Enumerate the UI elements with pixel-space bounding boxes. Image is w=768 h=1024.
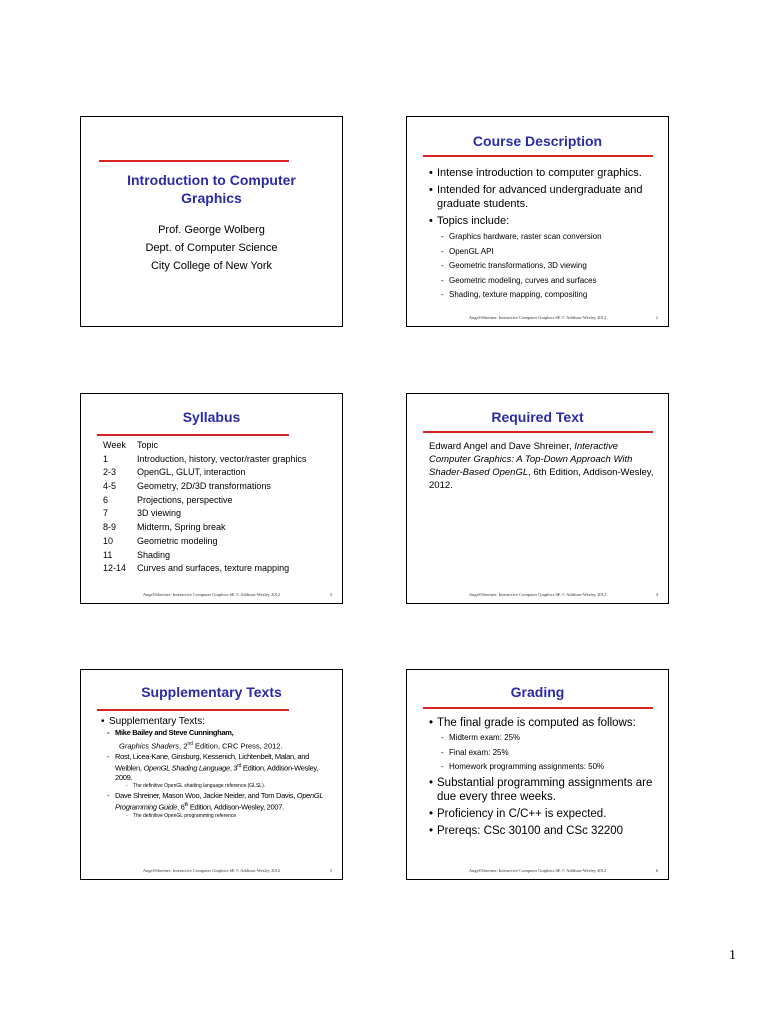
slide-title (80, 116, 343, 327)
topic-cell: Projections, perspective (137, 494, 233, 505)
slide-footer: Angel/Shreiner: Interactive Computer Graphics 6E © Addison-Wesley 2012 (468, 868, 607, 873)
list-item (89, 728, 336, 738)
topic-cell: Geometry, 2D/3D transformations (137, 481, 271, 492)
table-row (103, 522, 306, 536)
list-item: - Final exam: 25% (415, 746, 662, 761)
entry-publisher: Edition, CRC Press, 2012. (192, 741, 283, 750)
table-row (103, 454, 306, 468)
list-item: • Substantial programming assignments are due every three weeks. (427, 776, 660, 804)
grading-list (427, 716, 660, 730)
table-header-row (103, 440, 306, 454)
topic-cell: Midterm, Spring break (137, 522, 226, 533)
entry-edition: , 3 (229, 763, 238, 772)
author-dept: Dept. of Computer Science (145, 242, 278, 254)
slide-number: 6 (655, 868, 658, 873)
week-cell: 10 (103, 535, 114, 546)
entry-title: OpenGL Programming Guide (115, 791, 324, 811)
entry-publisher: Edition, Addison-Wesley, 2007. (188, 802, 284, 811)
grading-notes (427, 776, 660, 838)
week-cell: 4-5 (103, 481, 117, 492)
slide-heading: Supplementary Texts (141, 684, 282, 700)
table-row (103, 563, 306, 577)
title-line-2: Graphics (181, 190, 242, 206)
list-item: • Supplementary Texts: (89, 716, 336, 728)
edition-suffix: rd (237, 762, 242, 769)
list-item: - Midterm exam: 25% (415, 731, 662, 746)
entry-authors: Mike Bailey and Steve Cunningham, (115, 728, 234, 737)
book-edition: , 6th Edition, Addison-Wesley, 2012. (429, 467, 654, 491)
slide-grading (406, 669, 669, 880)
list-item: • Prereqs: CSc 30100 and CSc 32200 (427, 824, 660, 838)
slide-number: 2 (655, 315, 658, 320)
author-college: City College of New York (150, 260, 273, 272)
table-row (103, 550, 306, 564)
title-rule (423, 155, 653, 157)
list-item: - Graphics hardware, raster scan conversion (415, 230, 662, 245)
topic-cell: Introduction, history, vector/raster graphics (137, 453, 307, 464)
slide-supplementary-texts (80, 669, 343, 880)
author-block (81, 221, 342, 275)
entry-authors: Rost, Licea-Kane, Ginsburg, Kessenich, Lichtenbelt, Malan, and Weiblen, (115, 752, 310, 772)
list-item: - Geometric transformations, 3D viewing (415, 259, 662, 274)
list-item: - Shading, texture mapping, compositing (415, 288, 662, 303)
header-cell: Topic (137, 440, 159, 450)
author-name: Prof. George Wolberg (158, 224, 265, 236)
bullet-list (427, 166, 658, 228)
supplementary-list (89, 716, 336, 821)
entry-authors: Dave Shreiner, Mason Woo, Jackie Neider, and Tom Davis, (115, 791, 297, 800)
table-row (103, 481, 306, 495)
slide-heading: Course Description (472, 133, 603, 149)
title-line-1: Introduction to Computer (127, 172, 296, 188)
table-row (103, 536, 306, 550)
slide-syllabus (80, 393, 343, 604)
week-cell: 2-3 (103, 467, 117, 478)
page-number: 1 (729, 948, 736, 963)
list-item: - Homework programming assignments: 50% (415, 760, 662, 775)
list-item (89, 791, 336, 812)
slide-number: 3 (329, 592, 332, 597)
topic-cell: Curves and surfaces, texture mapping (137, 563, 290, 574)
title-rule (97, 434, 289, 436)
list-item: • Topics include: (427, 214, 658, 228)
topic-cell: OpenGL, GLUT, interaction (137, 467, 246, 478)
book-title: Interactive Computer Graphics: A Top-Down Approach With Shader-Based OpenGL (429, 441, 633, 478)
syllabus-table (103, 440, 306, 577)
topic-cell: Shading (137, 549, 171, 560)
slide-footer: Angel/Shreiner: Interactive Computer Graphics 6E © Addison-Wesley 2012 (468, 592, 607, 597)
title-rule (423, 707, 653, 709)
list-item: • Intense introduction to computer graphics. (427, 166, 658, 180)
topic-cell: 3D viewing (137, 508, 182, 519)
entry-publisher: Edition, Addison-Wesley, 2009. (115, 763, 318, 782)
week-cell: 8-9 (103, 522, 117, 533)
slide-number: 5 (329, 868, 332, 873)
list-item-note: ◦ The definitive OpenGL programming reference (89, 812, 336, 821)
entry-edition: , 6 (177, 802, 185, 811)
table-row (103, 467, 306, 481)
week-cell: 1 (103, 453, 109, 464)
list-item: - OpenGL API (415, 245, 662, 260)
topic-cell: Geometric modeling (137, 535, 218, 546)
entry-title: OpenGL Shading Language (143, 763, 230, 772)
week-cell: 7 (103, 508, 109, 519)
slide-heading: Syllabus (182, 409, 241, 425)
table-row (103, 495, 306, 509)
entry-title: Graphics Shaders (119, 741, 180, 750)
title-rule (423, 431, 653, 433)
list-item: • Intended for advanced undergraduate and graduate students. (427, 183, 658, 211)
slide-heading: Grading (510, 684, 565, 700)
slide-footer: Angel/Shreiner: Interactive Computer Graphics 6E © Addison-Wesley 2012 (142, 868, 281, 873)
week-cell: 6 (103, 494, 109, 505)
week-cell: 11 (103, 549, 113, 560)
topic-list (415, 230, 662, 303)
list-item: - Geometric modeling, curves and surfaces (415, 274, 662, 289)
week-cell: 12-14 (103, 563, 127, 574)
required-text-citation (429, 440, 654, 492)
slide-course-description (406, 116, 669, 327)
title-rule (97, 709, 289, 711)
edition-suffix: nd (187, 740, 193, 747)
list-item (89, 738, 336, 753)
slide-required-text (406, 393, 669, 604)
slide-footer: Angel/Shreiner: Interactive Computer Graphics 6E © Addison-Wesley 2012 (142, 592, 281, 597)
list-item: • The final grade is computed as follows: (427, 716, 660, 730)
header-cell: Week (103, 440, 126, 450)
slide-footer: Angel/Shreiner: Interactive Computer Graphics 6E © Addison-Wesley 2012 (468, 315, 607, 320)
slide-title-heading (81, 171, 342, 207)
book-authors: Edward Angel and Dave Shreiner, (429, 441, 575, 452)
table-row (103, 508, 306, 522)
title-rule (99, 160, 289, 162)
list-item (89, 752, 336, 782)
grade-breakdown (415, 731, 662, 775)
list-item: • Proficiency in C/C++ is expected. (427, 807, 660, 821)
edition-suffix: th (184, 801, 189, 808)
entry-edition: , 2 (179, 741, 188, 750)
slide-heading: Required Text (491, 409, 584, 425)
list-item-note: ◦ The definitive OpenGL shading language reference (GLSL). (89, 782, 336, 791)
slide-number: 4 (655, 592, 658, 597)
